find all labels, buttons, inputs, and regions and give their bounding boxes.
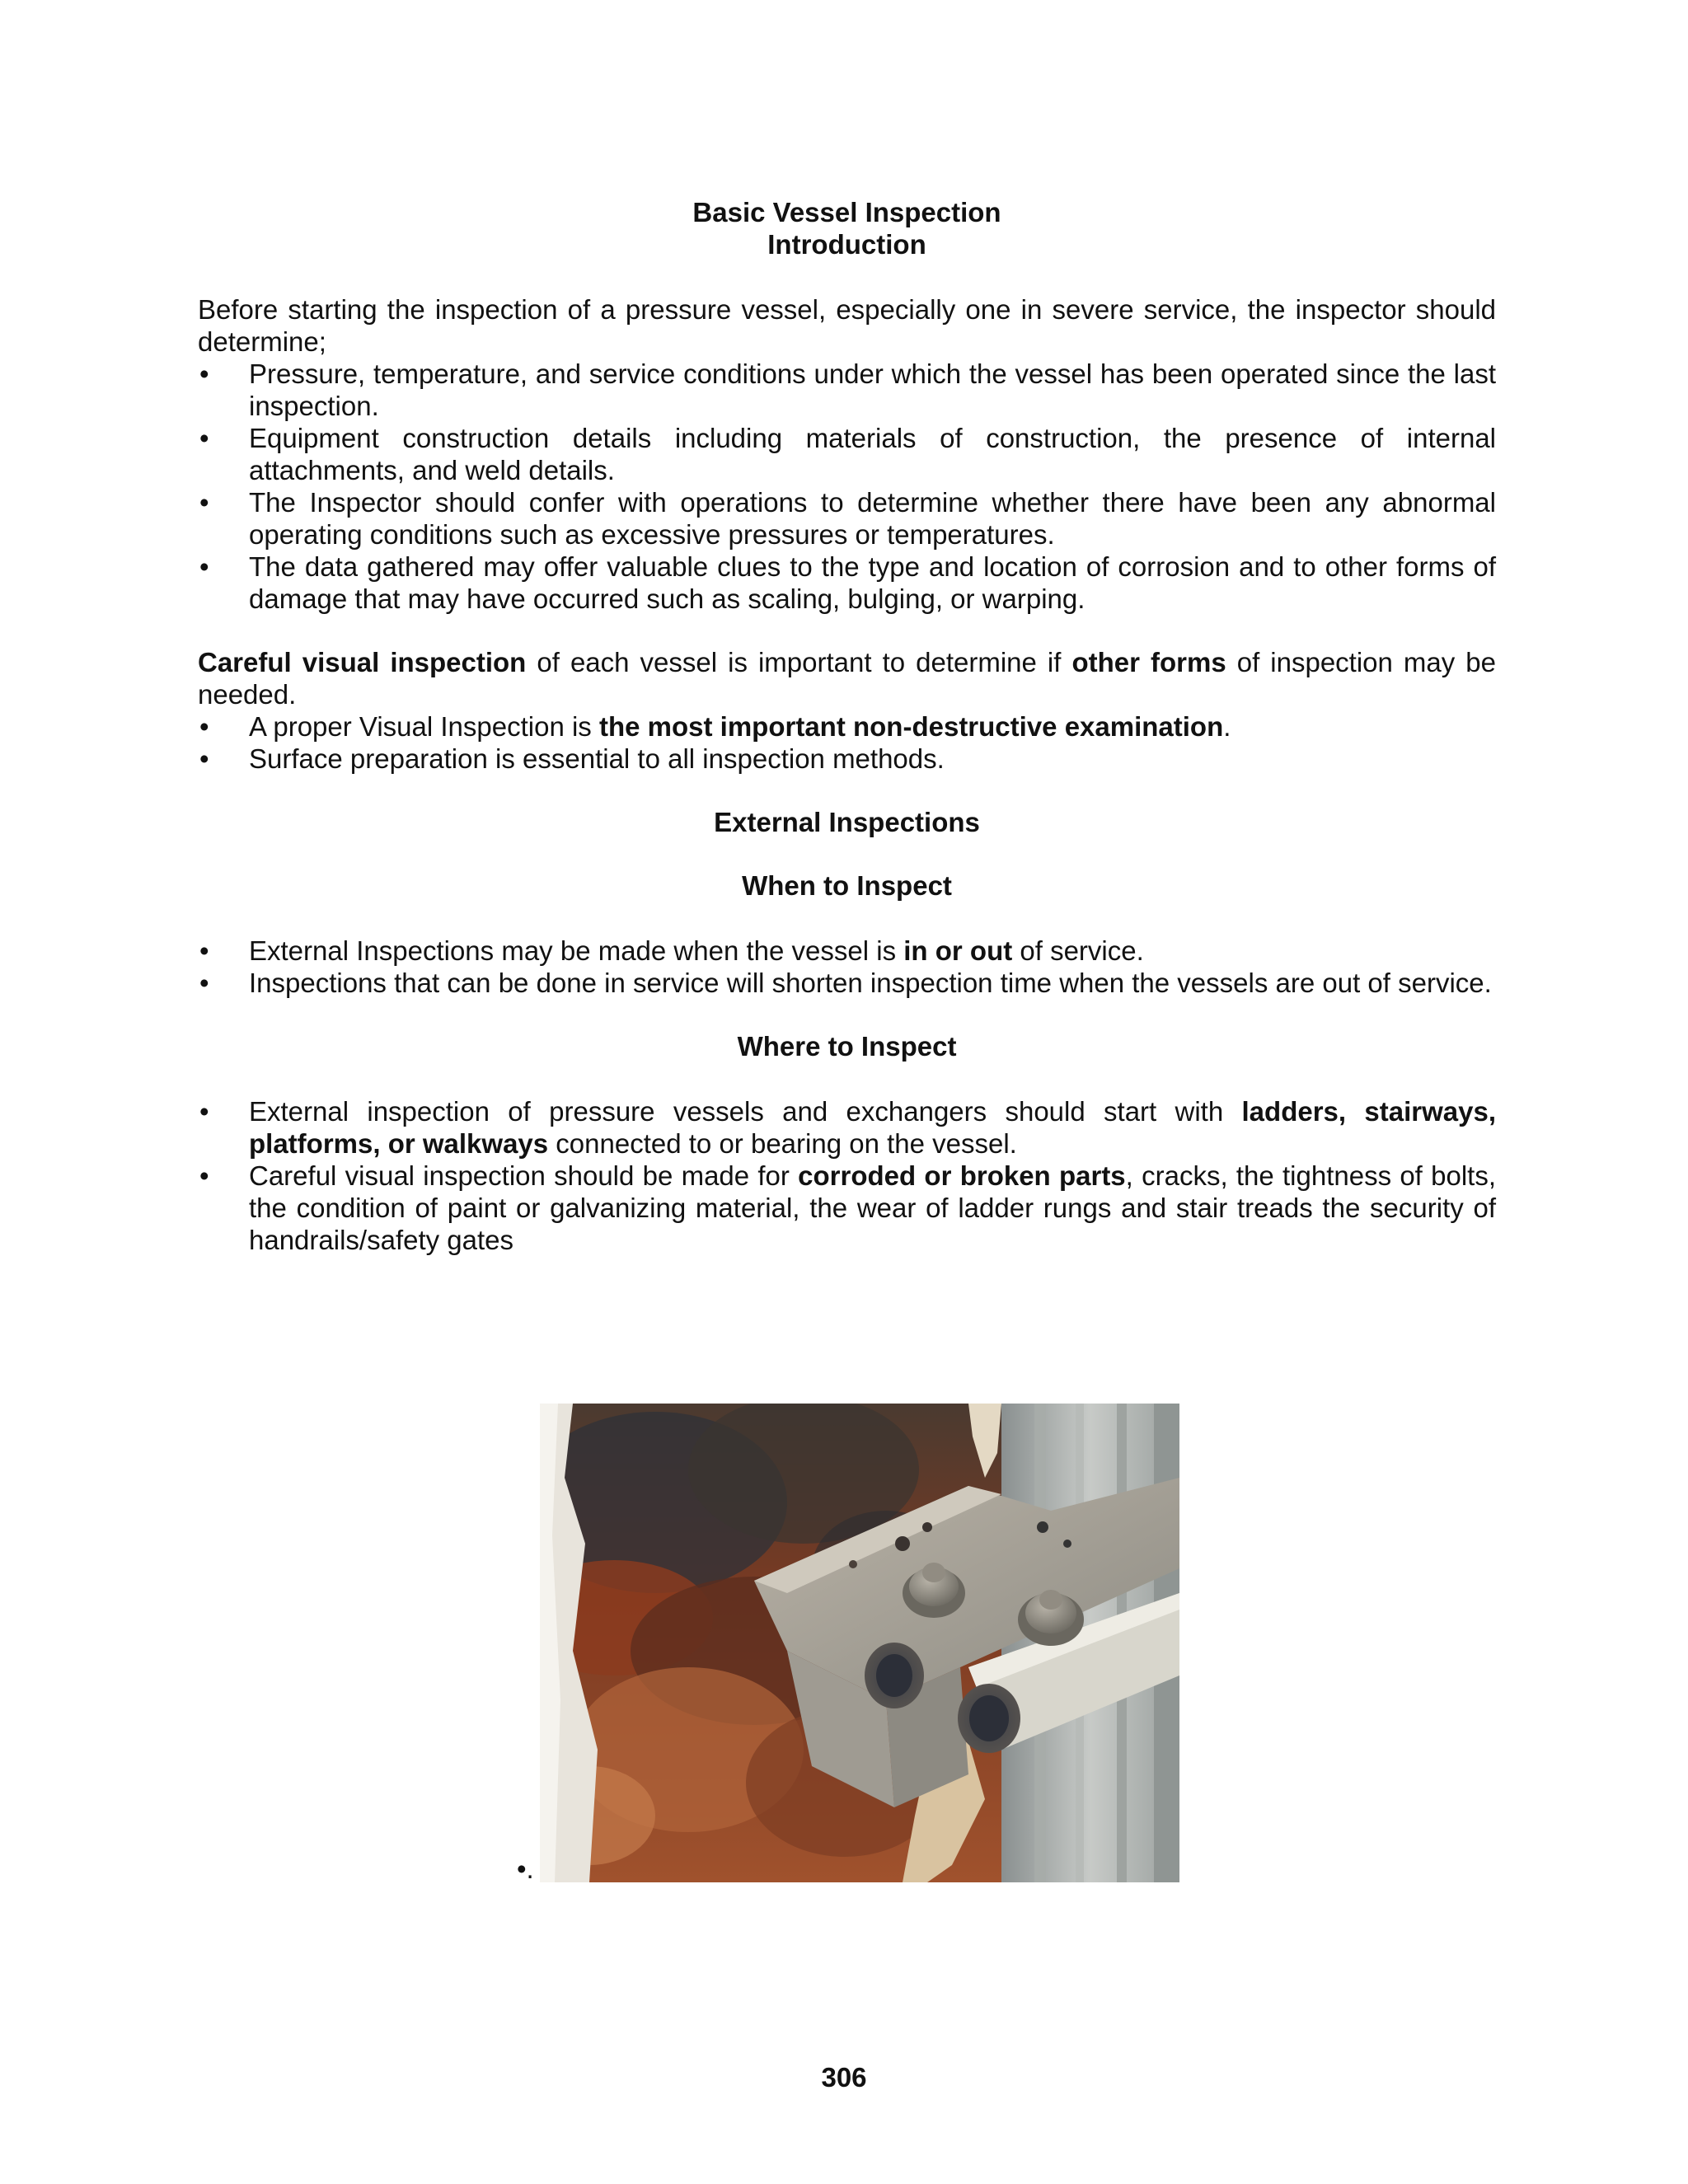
body-text: External inspection of pressure vessels and exchangers should start with [249, 1096, 1242, 1127]
list-item [198, 743, 1496, 775]
emphasis-text: in or out [903, 935, 1013, 966]
bullet-marker: • [199, 935, 209, 966]
list-item [198, 551, 1496, 615]
list-item [198, 967, 1496, 999]
emphasis-text: Careful visual inspection [198, 647, 527, 677]
page-number: 306 [821, 2062, 867, 2093]
list-item [198, 935, 1496, 967]
section-heading-external: External Inspections [714, 807, 980, 837]
emphasis-text: ladders, stairways, platforms, or walkways [249, 1096, 1496, 1159]
bullet-marker: • [199, 743, 209, 774]
emphasis-text: corroded or broken parts [798, 1160, 1126, 1191]
body-text: , cracks, the tightness of bolts, the condition of paint or galvanizing material, the wear of ladder rungs and stair treads the security of handrails/safety gates [249, 1160, 1496, 1255]
emphasis-text: other forms [1071, 647, 1226, 677]
stray-bullet-marker: •. [517, 1854, 534, 1884]
where-bullet-list [198, 1095, 1496, 1256]
bullet-marker: • [199, 423, 209, 453]
photo-illustration [540, 1404, 1179, 1882]
bullet-marker: • [199, 359, 209, 389]
bullet-marker: • [199, 1096, 209, 1127]
list-item [198, 486, 1496, 551]
list-item-text: The data gathered may offer valuable clues to the type and location of corrosion and to other forms of damage that may have occurred such as scaling, bulging, or warping. [249, 551, 1496, 614]
visual-inspection-paragraph [198, 646, 1496, 710]
list-item [198, 1095, 1496, 1160]
list-item [198, 422, 1496, 486]
bullet-marker: • [199, 487, 209, 518]
list-item [198, 358, 1496, 422]
list-item-text: The Inspector should confer with operations to determine whether there have been any abnormal operating conditions such as excessive pressures or temperatures. [249, 487, 1496, 550]
bullet-marker: • [199, 1160, 209, 1191]
list-item [198, 710, 1496, 743]
bullet-marker: • [199, 711, 209, 742]
body-text: . [1223, 711, 1231, 742]
corroded-bracket-photo [540, 1404, 1179, 1882]
section-heading-when: When to Inspect [742, 870, 952, 901]
body-text: of each vessel is important to determine if [526, 647, 1072, 677]
visual-bullet-list [198, 710, 1496, 775]
intro-bullet-list [198, 358, 1496, 615]
document-page [198, 196, 1496, 1256]
list-item-text: Equipment construction details including materials of construction, the presence of internal attachments, and weld details. [249, 423, 1496, 485]
body-text: External Inspections may be made when the vessel is [249, 935, 904, 966]
document-title: Basic Vessel Inspection [692, 197, 1001, 227]
list-item-text: Surface preparation is essential to all inspection methods. [249, 743, 945, 774]
when-bullet-list [198, 935, 1496, 999]
document-subtitle: Introduction [767, 229, 926, 260]
emphasis-text: the most important non-destructive examination [598, 711, 1224, 742]
body-text: connected to or bearing on the vessel. [548, 1128, 1017, 1159]
body-text: A proper Visual Inspection is [249, 711, 599, 742]
body-text: of service. [1012, 935, 1144, 966]
body-text: Careful visual inspection should be made for [249, 1160, 799, 1191]
body-text: of inspection may be needed. [198, 647, 1497, 710]
list-item-text: Pressure, temperature, and service conditions under which the vessel has been operated since the last inspection. [249, 359, 1496, 421]
bullet-marker: • [199, 968, 209, 998]
bullet-marker: • [199, 551, 209, 582]
section-heading-where: Where to Inspect [737, 1031, 957, 1062]
intro-paragraph: Before starting the inspection of a pressure vessel, especially one in severe service, the inspector should determine; [198, 294, 1496, 357]
list-item [198, 1160, 1496, 1256]
list-item-text: Inspections that can be done in service will shorten inspection time when the vessels are out of service. [249, 968, 1492, 998]
